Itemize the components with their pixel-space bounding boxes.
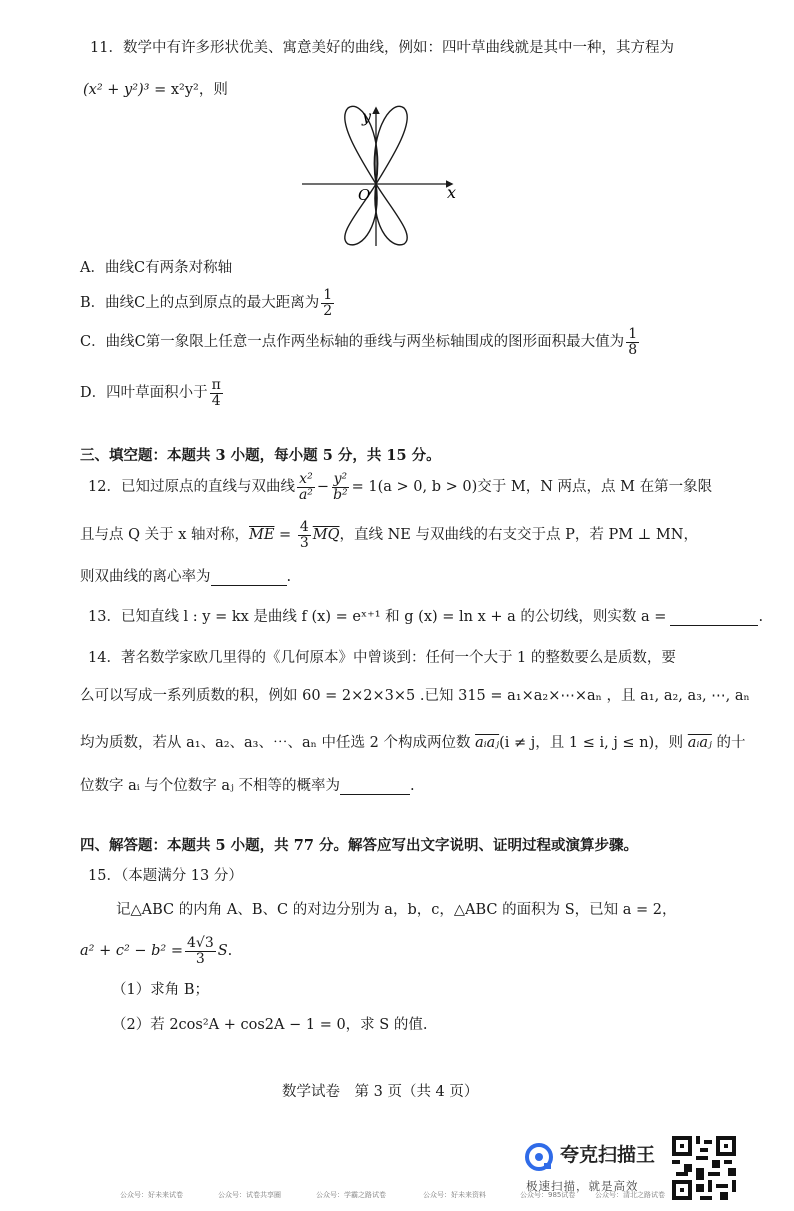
frac-num: 4√3 (186, 935, 214, 951)
equals-sign: = (274, 527, 296, 544)
q12-line2-rest: ，直线 NE 与双曲线的右支交于点 P，若 PM ⊥ MN， (339, 527, 698, 544)
answer-blank-q13[interactable] (670, 609, 758, 626)
fraction-pi-quarter (210, 378, 223, 408)
clover-figure (290, 100, 470, 250)
section-3-heading: 三、填空题：本题共 3 小题，每小题 5 分，共 15 分。 (80, 447, 441, 464)
q15-header: 15．（本题满分 13 分） (88, 868, 243, 884)
q15-equation-left: a² + c² − b² = (80, 943, 183, 960)
frac-num: x² (299, 471, 313, 487)
frac-num: π (211, 377, 221, 393)
answer-blank-q14[interactable] (340, 778, 410, 795)
q11-eq-right: = x²y²，则 (149, 82, 228, 98)
q14-line2: 么可以写成一系列质数的积，例如 60 = 2×2×3×5 .已知 315 = a₁×a₂×⋯×aₙ ，且 a₁, a₂, a₃, ⋯, aₙ (80, 688, 750, 704)
petal-upper-right (374, 106, 407, 184)
minus-sign: − (316, 479, 330, 496)
section-4-heading: 四、解答题：本题共 5 小题，共 77 分。解答应写出文字说明、证明过程或演算步骤。 (80, 837, 638, 854)
vector-me: $\overline{ME}$ (249, 527, 275, 544)
frac-den: 4 (211, 392, 221, 409)
q14-line3-text: 均为质数，若从 a₁、a₂、a₃、⋯、aₙ 中任选 2 个构成两位数 (80, 735, 476, 751)
frac-num: 1 (323, 287, 333, 303)
q14-line4-end: . (409, 778, 415, 794)
frac-den: a² (298, 486, 313, 503)
q12-line1-rest: = 1(a > 0, b > 0)交于 M，N 两点，点 M 在第一象限 (351, 479, 713, 496)
axis-x-label: x (447, 183, 457, 202)
q14-line3-mid: (i ≠ j，且 1 ≤ i, j ≤ n)，则 (499, 735, 688, 751)
q11-option-b-text: B．曲线C上的点到原点的最大距离为 (80, 295, 320, 312)
q13-line (88, 605, 763, 626)
q12-line1 (88, 472, 712, 502)
two-digit-number: aᵢaⱼ (475, 735, 500, 751)
q15-equation-s: S (217, 943, 228, 960)
q11-option-c-text: C．曲线C第一象限上任意一点作两坐标轴的垂线与两坐标轴围成的图形面积最大值为 (80, 334, 625, 351)
q14-line3-end: 的十 (711, 735, 746, 751)
fraction-x2-a2 (297, 472, 315, 502)
fraction-y2-b2 (331, 472, 350, 502)
watermark-5: 公众号：985试卷 (520, 1191, 576, 1199)
q14-line1: 14．著名数学家欧几里得的《几何原本》中曾谈到：任何一个大于 1 的整数要么是质数，要 (88, 650, 676, 666)
brand-name: 夸克扫描王 (560, 1144, 656, 1166)
quark-logo-icon (524, 1142, 554, 1172)
watermark-4: 公众号：好未来资料 (423, 1191, 486, 1199)
q12-line3-end: . (286, 569, 292, 585)
vector-mq: $\overline{MQ}$ (312, 527, 340, 544)
watermark-6: 公众号：清北之路试卷 (595, 1191, 665, 1199)
frac-num: 1 (628, 326, 638, 342)
q15-line2-end: . (227, 943, 233, 960)
qr-code-image (672, 1136, 736, 1200)
q13-end: . (758, 609, 764, 625)
page-footer: 数学试卷 第 3 页（共 4 页） (282, 1084, 479, 1100)
q12-line2-text: 且与点 Q 关于 x 轴对称， (80, 527, 250, 544)
q12-line2 (80, 520, 698, 550)
q11-eq-left: (x² + y²)³ (83, 82, 150, 98)
axis-y-label: y (362, 107, 372, 126)
q11-option-b (80, 288, 336, 318)
frac-den: 8 (628, 341, 638, 358)
frac-den: 2 (323, 302, 333, 319)
brand-slogan: 极速扫描，就是高效 (526, 1179, 639, 1193)
q11-option-d (80, 378, 225, 408)
q14-line4 (80, 774, 415, 795)
watermark-1: 公众号：好未来试卷 (120, 1191, 183, 1199)
fraction-4root3-3 (185, 936, 216, 966)
watermark-2: 公众号：试卷共享圈 (218, 1191, 281, 1199)
q14-line4-text: 位数字 aᵢ 与个位数字 aⱼ 不相等的概率为 (80, 778, 340, 794)
fraction-one-eighth (626, 327, 639, 357)
frac-den: b² (333, 486, 348, 503)
q12-line3-text: 则双曲线的离心率为 (80, 569, 211, 585)
q15-line1: 记△ABC 的内角 A、B、C 的对边分别为 a，b，c，△ABC 的面积为 S，已知 a = 2， (116, 902, 677, 918)
origin-label: O (358, 186, 371, 204)
q15-part-2: （2）若 2cos²A + cos2A − 1 = 0，求 S 的值. (112, 1017, 428, 1033)
q13-text: 13．已知直线 l : y = kx 是曲线 f (x) = eˣ⁺¹ 和 g (x) = ln x + a 的公切线，则实数 a = (88, 609, 667, 625)
fraction-one-half (321, 288, 334, 318)
q14-line3 (80, 731, 745, 752)
frac-num: 4 (299, 519, 309, 535)
frac-den: 3 (195, 950, 205, 967)
q12-line3 (80, 565, 291, 586)
q11-option-d-text: D．四叶草面积小于 (80, 385, 208, 402)
petal-lower-right (375, 184, 407, 245)
frac-den: 3 (299, 534, 309, 551)
q11-equation (83, 78, 228, 99)
q15-line2 (80, 936, 232, 966)
fraction-four-thirds (298, 520, 311, 550)
q12-line1-text: 12．已知过原点的直线与双曲线 (88, 479, 295, 496)
q11-stem: 11．数学中有许多形状优美、寓意美好的曲线，例如：四叶草曲线就是其中一种，其方程为 (90, 40, 674, 56)
q11-option-a: A．曲线C有两条对称轴 (80, 260, 233, 276)
frac-num: y² (333, 471, 348, 487)
q15-part-1: （1）求角 B； (112, 982, 209, 998)
two-digit-number-2: aᵢaⱼ (687, 735, 712, 751)
answer-blank-q12[interactable] (211, 569, 287, 586)
q11-option-c (80, 327, 641, 357)
watermark-3: 公众号：学霸之路试卷 (316, 1191, 386, 1199)
